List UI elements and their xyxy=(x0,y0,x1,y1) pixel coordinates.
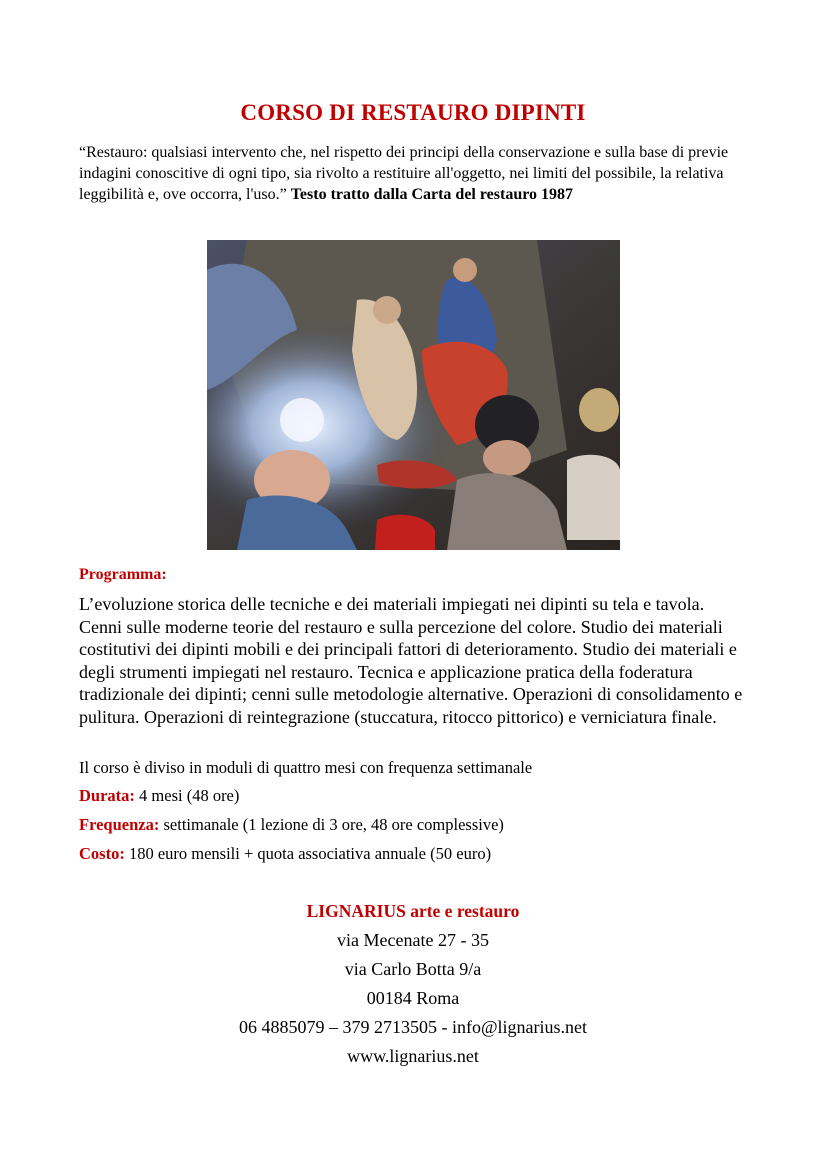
frequency-line xyxy=(79,815,504,835)
cost-value: 180 euro mensili + quota associativa annuale (50 euro) xyxy=(128,844,492,863)
duration-label: Durata: xyxy=(79,786,135,805)
page-title: CORSO DI RESTAURO DIPINTI xyxy=(240,100,586,125)
frequency-value: settimanale (1 lezione di 3 ore, 48 ore complessive) xyxy=(163,815,504,834)
footer-address-1: via Mecenate 27 - 35 xyxy=(337,930,489,950)
cost-label: Costo: xyxy=(79,844,125,863)
program-text: L’evoluzione storica delle tecniche e dei materiali impiegati nei dipinti su tela e tavola. Cenni sulle moderne teorie del restauro e sulla percezione del colore. Studio dei materiali costitutivi dei dipinti mobili e dei principali fattori di deterioramento. Studio dei materiali e degli strumenti impiegati nel restauro. Tecnica e applicazione pratica della foderatura tradizionale dei dipinti; cenni sulle metodologie alternative. Operazioni di consolidamento e pulitura. Operazioni di reintegrazione (stuccatura, ritocco pittorico) e verniciatura finale. xyxy=(79,594,743,727)
duration-line xyxy=(79,786,239,806)
footer-website: www.lignarius.net xyxy=(347,1046,479,1066)
duration-value: 4 mesi (48 ore) xyxy=(139,786,240,805)
footer-city: 00184 Roma xyxy=(366,988,460,1008)
cost-line xyxy=(79,844,491,864)
modules-note: Il corso è diviso in moduli di quattro mesi con frequenza settimanale xyxy=(79,758,533,777)
restoration-photo xyxy=(207,240,620,550)
program-label: Programma: xyxy=(79,566,167,583)
footer-address-2: via Carlo Botta 9/a xyxy=(344,959,482,979)
quote-paragraph xyxy=(79,142,751,205)
frequency-label: Frequenza: xyxy=(79,815,160,834)
quote-text: “Restauro: qualsiasi intervento che, nel rispetto dei principi della conservazione e sulla base di previe indagini conoscitive di ogni tipo, sia rivolto a restituire all'oggetto, nei limiti del possibile, la relativa leggibilità e, ove occorra, l'uso.” xyxy=(79,144,729,203)
footer-brand: LIGNARIUS arte e restauro xyxy=(306,901,520,921)
quote-source: Testo tratto dalla Carta del restauro 1987 xyxy=(290,186,574,203)
footer-contacts: 06 4885079 – 379 2713505 - info@lignarius.net xyxy=(238,1017,588,1037)
